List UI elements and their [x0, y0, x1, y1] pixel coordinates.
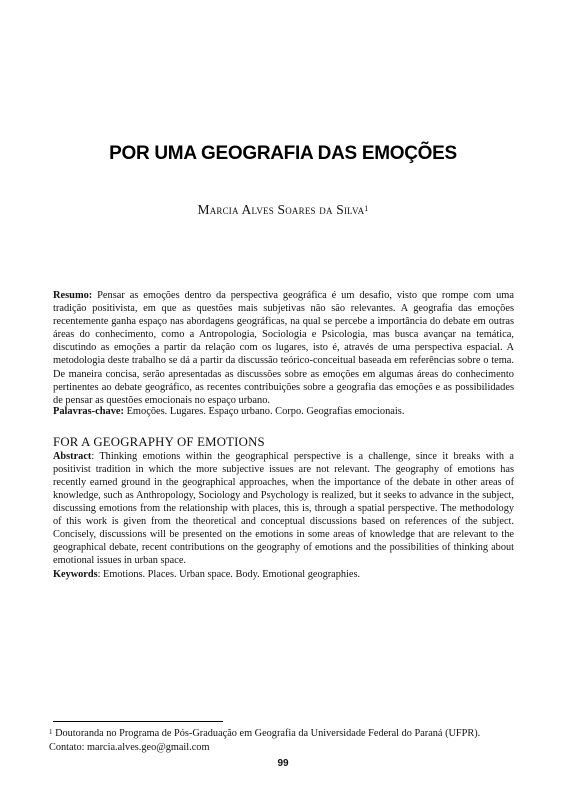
paper-title: POR UMA GEOGRAFIA DAS EMOÇÕES [109, 143, 457, 164]
footnote-line-1 [49, 727, 519, 741]
abstract-label: Abstract [53, 451, 92, 462]
resumo-text: Pensar as emoções dentro da perspectiva geográfica é um desafio, visto que rompe com uma tradição positivista, em que as questões mais subjetivas não são relevantes. A geografia das emoções recentemente ganha espaço nas abordagens geográficas, na qual se percebe a importância do debate em outras áreas do conhecimento, como a Antropologia, Sociologia e Psicologia, mas busca avançar na temática, discutindo as emoções a partir da relação com os lugares, isto é, através de uma perspectiva espacial. A metodologia deste trabalho se dá a partir da discussão teórico-conceitual baseada em referências sobre o tema. De maneira concisa, serão apresentadas as discussões sobre as emoções em algumas áreas do conhecimento pertinentes ao debate geográfico, as recentes contribuições sobre a geografia das emoções e as possibilidades de pensar as questões emocionais no espaço urbano. [53, 290, 514, 406]
resumo-paragraph [53, 289, 514, 407]
author-line [0, 202, 566, 218]
palavras-chave-label: Palavras-chave: [53, 406, 124, 417]
footnote-contact: Contato: marcia.alves.geo@gmail.com [49, 742, 210, 753]
author-name: Marcia Alves Soares da Silva [197, 202, 365, 217]
footnote-mark: 1 [49, 728, 53, 736]
footnote-affiliation: Doutoranda no Programa de Pós-Graduação em Geografia da Universidade Federal do Paraná (UFPR). [52, 728, 481, 739]
abstract-text: : Thinking emotions within the geographical perspective is a challenge, since it breaks with a positivist tradition in which the more subjective issues are not relevant. The geography of emotions has recently earned ground in the geographical approaches, when the importance of the debate in other areas of knowledge, such as Anthropology, Sociology and Psychology is realized, but it seeks to advance in the subject, discussing emotions from the relationship with places, this is, through a spatial perspective. The methodology of this work is given from the theoretical and conceptual discussions based on references of the subject. Concisely, discussions will be presented on the emotions in some areas of knowledge that are relevant to the geographical debate, recent contributions on the geography of emotions and the possibilities of thinking about emotional issues in urban space. [53, 451, 514, 567]
keywords-text: : Emotions. Places. Urban space. Body. Emotional geographies. [97, 569, 361, 580]
palavras-chave-line [53, 405, 514, 418]
keywords-label: Keywords [53, 569, 98, 580]
palavras-chave-text: Emoções. Lugares. Espaço urbano. Corpo. Geografias emocionais. [123, 406, 405, 417]
keywords-line [53, 568, 514, 581]
footnote-divider [53, 721, 223, 722]
resumo-label: Resumo: [53, 290, 93, 301]
page-number: 99 [277, 758, 289, 769]
abstract-paragraph [53, 450, 514, 567]
footnote [49, 727, 519, 754]
author-footnote-mark: 1 [364, 204, 369, 213]
english-title: FOR A GEOGRAPHY OF EMOTIONS [53, 435, 265, 449]
